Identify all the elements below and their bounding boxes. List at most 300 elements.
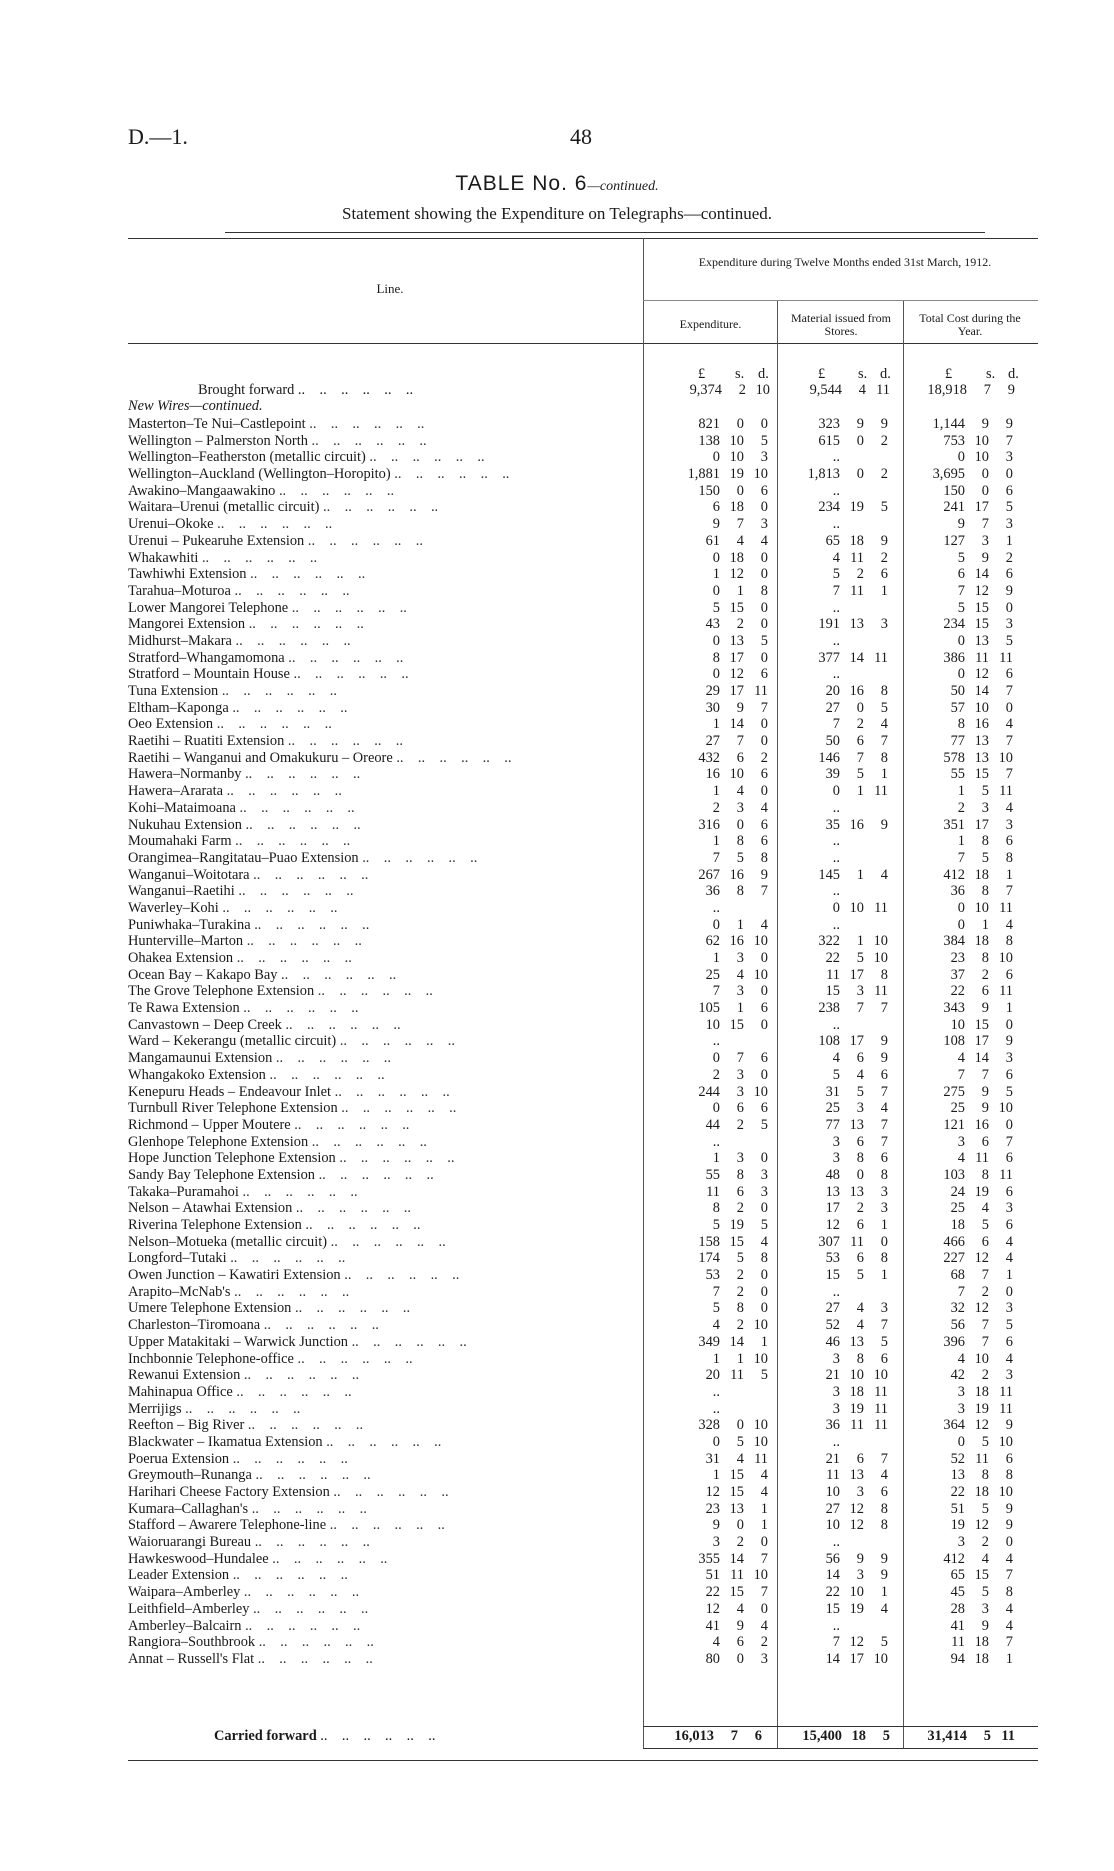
- material-cell: ..: [832, 1617, 840, 1634]
- total-cell: 241 17 5: [943, 499, 1013, 516]
- table-row: [128, 550, 1038, 567]
- total-cell: 364 12 9: [943, 1417, 1013, 1434]
- total-cell: 0 1 4: [957, 916, 1013, 933]
- expenditure-cell: 80 0 3: [705, 1650, 768, 1667]
- table-row: [128, 483, 1038, 500]
- expenditure-cell: 2 3 4: [712, 799, 768, 816]
- material-cell: 10 12 8: [825, 1517, 888, 1534]
- material-cell: 31 5 7: [825, 1083, 888, 1100]
- expenditure-cell: 0 6 6: [712, 1100, 768, 1117]
- material-cell: ..: [832, 799, 840, 816]
- material-cell: 11 17 8: [826, 966, 888, 983]
- material-cell: 21 10 10: [825, 1367, 888, 1384]
- line-name: Raetihi – Ruatiti Extension .. .. .. .. .. ..: [128, 733, 404, 750]
- line-name: Inchbonnie Telephone-office .. .. .. .. .. ..: [128, 1350, 413, 1367]
- table-row: [128, 1551, 1038, 1568]
- table-row: [128, 1017, 1038, 1034]
- total-cell: 1 8 6: [957, 833, 1013, 850]
- rule-bottom: [128, 1760, 1038, 1761]
- expenditure-cell: 267 16 9: [698, 866, 768, 883]
- line-name: Kenepuru Heads – Endeavour Inlet .. .. .. .. .. ..: [128, 1083, 450, 1100]
- document-reference: D.—1.: [128, 124, 188, 149]
- material-cell: 77 13 7: [825, 1116, 888, 1133]
- table-row: [128, 867, 1038, 884]
- expenditure-cell: ..: [712, 1383, 720, 1400]
- table-row: [128, 1167, 1038, 1184]
- material-cell: 3 8 6: [832, 1150, 888, 1167]
- expenditure-cell: 0 7 6: [712, 1050, 768, 1067]
- material-cell: 21 6 7: [825, 1450, 888, 1467]
- total-cell: 0 12 6: [957, 666, 1013, 683]
- line-name: Annat – Russell's Flat .. .. .. .. .. ..: [128, 1650, 373, 1667]
- material-cell: ..: [832, 666, 840, 683]
- expenditure-cell: 7 2 0: [712, 1283, 768, 1300]
- expenditure-cell: ..: [712, 1400, 720, 1417]
- total-cell: 68 7 1: [950, 1267, 1013, 1284]
- total-cell: 227 12 4: [943, 1250, 1013, 1267]
- material-cell: 7 11 1: [832, 582, 888, 599]
- line-name: Leader Extension .. .. .. .. .. ..: [128, 1567, 348, 1584]
- total-cell: 8 16 4: [957, 716, 1013, 733]
- expenditure-cell: 349 14 1: [698, 1333, 768, 1350]
- line-name: Midhurst–Makara .. .. .. .. .. ..: [128, 632, 351, 649]
- expenditure-cell: 36 8 7: [705, 883, 768, 900]
- material-cell: ..: [832, 449, 840, 466]
- currency-l-1: £: [698, 366, 706, 382]
- line-name: Blackwater – Ikamatua Extension .. .. .. .. .. ..: [128, 1433, 442, 1450]
- total-cell: 7 5 8: [957, 849, 1013, 866]
- line-name: Stratford–Whangamomona .. .. .. .. .. ..: [128, 649, 404, 666]
- material-cell: ..: [832, 916, 840, 933]
- material-cell: 145 1 4: [818, 866, 888, 883]
- material-cell: 25 3 4: [825, 1100, 888, 1117]
- total-cell: 42 2 3: [950, 1367, 1013, 1384]
- table-row: [128, 900, 1038, 917]
- expenditure-cell: 12 15 4: [705, 1484, 768, 1500]
- material-cell: 27 4 3: [825, 1300, 888, 1317]
- table-row: [128, 700, 1038, 717]
- table-row: [128, 650, 1038, 667]
- material-cell: ..: [832, 1016, 840, 1033]
- total-cell: 1,144 9 9: [932, 416, 1013, 432]
- currency-s-1: s.: [735, 366, 745, 382]
- carried-forward-label: Carried forward .. .. .. .. .. ..: [214, 1728, 436, 1744]
- expenditure-cell: 1 3 0: [712, 1150, 768, 1167]
- expenditure-cell: 5 15 0: [712, 599, 768, 616]
- material-cell: ..: [832, 883, 840, 900]
- material-cell: 39 5 1: [825, 766, 888, 783]
- line-name: Richmond – Upper Moutere .. .. .. .. .. ..: [128, 1116, 410, 1133]
- expenditure-cell: 62 16 10: [705, 933, 768, 950]
- total-cell: 56 7 5: [950, 1317, 1013, 1334]
- material-cell: 13 13 3: [825, 1183, 888, 1200]
- expenditure-cell: 61 4 4: [705, 532, 768, 549]
- line-name: Hawera–Ararata .. .. .. .. .. ..: [128, 783, 342, 800]
- line-name: Reefton – Big River .. .. .. .. .. ..: [128, 1417, 364, 1434]
- expenditure-cell: 23 13 1: [705, 1500, 768, 1517]
- total-cell: 3 19 11: [957, 1400, 1013, 1417]
- line-name: Wanganui–Woitotara .. .. .. .. .. ..: [128, 866, 369, 883]
- total-cell: 7 7 6: [957, 1066, 1013, 1083]
- expenditure-cell: 138 10 5: [698, 432, 768, 449]
- total-cell: 28 3 4: [950, 1600, 1013, 1617]
- material-cell: 4 6 9: [832, 1050, 888, 1067]
- total-cell: 22 18 10: [950, 1484, 1013, 1500]
- expenditure-cell: 43 2 0: [705, 616, 768, 633]
- total-cell: 45 5 8: [950, 1584, 1013, 1601]
- brought-forward-material: 9,544 4 11: [809, 382, 890, 398]
- expenditure-cell: 4 6 2: [712, 1634, 768, 1651]
- total-cell: 11 18 7: [951, 1634, 1013, 1651]
- expenditure-cell: 20 11 5: [705, 1367, 768, 1384]
- expenditure-cell: 821 0 0: [698, 416, 768, 432]
- line-name: Rangiora–Southbrook .. .. .. .. .. ..: [128, 1634, 374, 1651]
- line-name: Wellington–Auckland (Wellington–Horopito) .. .. .. .. .. ..: [128, 466, 510, 483]
- total-cell: 0 10 11: [957, 899, 1013, 916]
- total-cell: 7 2 0: [957, 1283, 1013, 1300]
- total-cell: 386 11 11: [943, 649, 1013, 666]
- total-cell: 32 12 3: [950, 1300, 1013, 1317]
- table-row: [128, 1284, 1038, 1301]
- material-cell: 65 18 9: [825, 532, 888, 549]
- material-cell: 48 0 8: [825, 1166, 888, 1183]
- total-cell: 9 7 3: [957, 516, 1013, 533]
- line-name: Waioruarangi Bureau .. .. .. .. .. ..: [128, 1534, 370, 1551]
- total-cell: 51 5 9: [950, 1500, 1013, 1517]
- expenditure-cell: 6 18 0: [712, 499, 768, 516]
- material-cell: 52 4 7: [825, 1317, 888, 1334]
- brought-forward-label: Brought forward .. .. .. .. .. ..: [198, 382, 414, 398]
- table-row: [128, 833, 1038, 850]
- material-cell: ..: [832, 516, 840, 533]
- total-cell: 25 4 3: [950, 1200, 1013, 1217]
- carried-forward-material: 15,400 18 5: [802, 1728, 890, 1744]
- line-name: Turnbull River Telephone Extension .. .. .. .. .. ..: [128, 1100, 457, 1117]
- table-title-main: TABLE No. 6: [455, 172, 588, 195]
- expenditure-cell: 0 12 6: [712, 666, 768, 683]
- line-name: Tarahua–Moturoa .. .. .. .. .. ..: [128, 582, 350, 599]
- table-row: [128, 516, 1038, 533]
- table-row: [128, 533, 1038, 550]
- material-cell: ..: [832, 849, 840, 866]
- total-cell: 19 12 9: [950, 1517, 1013, 1534]
- material-cell: 20 16 8: [825, 683, 888, 699]
- table-row: [128, 1517, 1038, 1534]
- table-row: [128, 499, 1038, 516]
- total-cell: 2 3 4: [957, 799, 1013, 816]
- col-header-material: Material issued from Stores.: [791, 311, 891, 338]
- expenditure-cell: 10 15 0: [705, 1016, 768, 1033]
- table-row: [128, 783, 1038, 800]
- total-cell: 0 10 3: [957, 449, 1013, 466]
- material-cell: 50 6 7: [825, 733, 888, 750]
- table-row: [128, 416, 1038, 433]
- line-name: Hawkeswood–Hundalee .. .. .. .. .. ..: [128, 1550, 388, 1567]
- table-row: [128, 1100, 1038, 1117]
- material-cell: 4 11 2: [832, 549, 888, 566]
- total-cell: 36 8 7: [950, 883, 1013, 900]
- total-cell: 150 0 6: [943, 482, 1013, 499]
- total-cell: 18 5 6: [950, 1217, 1013, 1233]
- material-cell: 234 19 5: [818, 499, 888, 516]
- expenditure-cell: 1 1 10: [712, 1350, 768, 1367]
- material-cell: 3 18 11: [832, 1383, 888, 1400]
- table-row: [128, 1384, 1038, 1401]
- line-name: The Grove Telephone Extension .. .. .. .. .. ..: [128, 983, 433, 1000]
- table-row: [128, 800, 1038, 817]
- line-name: Nukuhau Extension .. .. .. .. .. ..: [128, 816, 361, 833]
- expenditure-cell: 0 13 5: [712, 632, 768, 649]
- material-cell: 307 11 0: [818, 1233, 888, 1250]
- table-row: [128, 1484, 1038, 1501]
- line-name: Stratford – Mountain House .. .. .. .. .. ..: [128, 666, 409, 683]
- rule-header-bottom: [128, 343, 1038, 344]
- expenditure-cell: 0 10 3: [712, 449, 768, 466]
- table-row: [128, 950, 1038, 967]
- material-cell: ..: [832, 1433, 840, 1450]
- table-row: [128, 633, 1038, 650]
- total-cell: 25 9 10: [950, 1100, 1013, 1117]
- material-cell: 108 17 9: [818, 1033, 888, 1050]
- total-cell: 275 9 5: [943, 1083, 1013, 1100]
- table-row: [128, 1084, 1038, 1101]
- total-cell: 4 10 4: [957, 1350, 1013, 1367]
- line-name: Glenhope Telephone Extension .. .. .. .. .. ..: [128, 1133, 427, 1150]
- line-name: Rewanui Extension .. .. .. .. .. ..: [128, 1367, 360, 1384]
- currency-d-1: d.: [758, 366, 769, 382]
- table-row: [128, 1618, 1038, 1635]
- table-row: [128, 933, 1038, 950]
- material-cell: 7 12 5: [832, 1634, 888, 1651]
- line-name: Moumahaki Farm .. .. .. .. .. ..: [128, 833, 351, 850]
- total-cell: 5 9 2: [957, 549, 1013, 566]
- expenditure-cell: 1 4 0: [712, 783, 768, 800]
- line-name: Awakino–Mangaawakino .. .. .. .. .. ..: [128, 482, 395, 499]
- expenditure-cell: 16 10 6: [705, 766, 768, 783]
- material-cell: 14 3 9: [825, 1567, 888, 1584]
- table-row: [128, 1334, 1038, 1351]
- total-cell: 384 18 8: [943, 933, 1013, 950]
- material-cell: ..: [832, 1283, 840, 1300]
- table-row: [128, 1567, 1038, 1584]
- total-cell: 13 8 8: [950, 1467, 1013, 1484]
- total-cell: 412 18 1: [943, 866, 1013, 883]
- total-cell: 23 8 10: [950, 950, 1013, 966]
- total-cell: 466 6 4: [943, 1233, 1013, 1250]
- expenditure-cell: 41 9 4: [705, 1617, 768, 1634]
- line-name: Puniwhaka–Turakina .. .. .. .. .. ..: [128, 916, 370, 933]
- total-cell: 37 2 6: [950, 966, 1013, 983]
- table-subtitle: Statement showing the Expenditure on Telegraphs—continued.: [341, 204, 772, 223]
- table-row: [128, 449, 1038, 466]
- expenditure-cell: 51 11 10: [705, 1567, 768, 1584]
- table-row: [128, 1534, 1038, 1551]
- material-cell: 191 13 3: [818, 616, 888, 633]
- table-row: [128, 766, 1038, 783]
- table-row: [128, 1050, 1038, 1067]
- table-row: [128, 1067, 1038, 1084]
- total-cell: 3 6 7: [957, 1133, 1013, 1150]
- total-cell: 52 11 6: [950, 1450, 1013, 1467]
- line-name: Amberley–Balcairn .. .. .. .. .. ..: [128, 1617, 361, 1634]
- total-cell: 121 16 0: [943, 1116, 1013, 1133]
- col-header-group: Expenditure during Twelve Months ended 31st March, 1912.: [698, 255, 992, 269]
- expenditure-cell: 9 7 3: [712, 516, 768, 533]
- expenditure-cell: 7 3 0: [712, 983, 768, 1000]
- material-cell: 10 3 6: [825, 1484, 888, 1500]
- total-cell: 396 7 6: [943, 1333, 1013, 1350]
- material-cell: 238 7 7: [818, 1000, 888, 1017]
- material-cell: ..: [832, 632, 840, 649]
- table-row: [128, 1150, 1038, 1167]
- expenditure-cell: 8 2 0: [712, 1200, 768, 1217]
- total-cell: 57 10 0: [950, 699, 1013, 716]
- line-name: Whakawhiti .. .. .. .. .. ..: [128, 549, 318, 566]
- table-row: [128, 1033, 1038, 1050]
- material-cell: 22 10 1: [825, 1584, 888, 1601]
- material-cell: 27 0 5: [825, 699, 888, 716]
- brought-forward-expenditure: 9,374 2 10: [689, 382, 770, 398]
- material-cell: 615 0 2: [818, 432, 888, 449]
- table-row: [128, 1351, 1038, 1368]
- material-cell: 11 13 4: [826, 1467, 888, 1484]
- line-name: Greymouth–Runanga .. .. .. .. .. ..: [128, 1467, 371, 1484]
- rule-top: [128, 238, 1038, 239]
- expenditure-cell: 8 17 0: [712, 649, 768, 666]
- line-name: Nelson–Motueka (metallic circuit) .. .. .. .. .. ..: [128, 1233, 446, 1250]
- line-name: Mangorei Extension .. .. .. .. .. ..: [128, 616, 364, 633]
- table-row: [128, 1434, 1038, 1451]
- material-cell: 15 5 1: [825, 1267, 888, 1284]
- material-cell: 323 9 9: [818, 416, 888, 432]
- carried-forward-total: 31,414 5 11: [927, 1728, 1015, 1744]
- material-cell: 17 2 3: [825, 1200, 888, 1217]
- material-cell: 146 7 8: [818, 749, 888, 766]
- expenditure-cell: 7 5 8: [712, 849, 768, 866]
- currency-d-3: d.: [1008, 366, 1019, 382]
- line-name: Stafford – Awarere Telephone-line .. .. .. .. .. ..: [128, 1517, 445, 1534]
- expenditure-cell: 174 5 8: [698, 1250, 768, 1267]
- line-name: Owen Junction – Kawatiri Extension .. .. .. .. .. ..: [128, 1267, 460, 1284]
- material-cell: 36 11 11: [825, 1417, 888, 1434]
- line-name: Masterton–Te Nui–Castlepoint .. .. .. .. .. ..: [128, 416, 425, 432]
- line-name: Urenui–Okoke .. .. .. .. .. ..: [128, 516, 333, 533]
- currency-l-2: £: [818, 366, 826, 382]
- col-header-expenditure: Expenditure.: [679, 317, 742, 331]
- table-row: [128, 1300, 1038, 1317]
- total-cell: 0 5 10: [957, 1433, 1013, 1450]
- expenditure-cell: 1,881 19 10: [687, 466, 768, 483]
- expenditure-cell: 328 0 10: [698, 1417, 768, 1434]
- total-cell: 0 13 5: [957, 632, 1013, 649]
- line-name: Te Rawa Extension .. .. .. .. .. ..: [128, 1000, 359, 1017]
- line-name: Arapito–McNab's .. .. .. .. .. ..: [128, 1283, 350, 1300]
- table-row: [128, 817, 1038, 834]
- expenditure-cell: 158 15 4: [698, 1233, 768, 1250]
- line-name: Waverley–Kohi .. .. .. .. .. ..: [128, 899, 338, 916]
- total-cell: 7 12 9: [957, 582, 1013, 599]
- table-row: [128, 583, 1038, 600]
- material-cell: 35 16 9: [825, 816, 888, 833]
- expenditure-cell: 9 0 1: [712, 1517, 768, 1534]
- material-cell: 5 2 6: [832, 566, 888, 583]
- expenditure-cell: 0 1 8: [712, 582, 768, 599]
- line-name: Wanganui–Raetihi .. .. .. .. .. ..: [128, 883, 354, 900]
- table-row: [128, 466, 1038, 483]
- line-name: Sandy Bay Telephone Extension .. .. .. .. .. ..: [128, 1166, 434, 1183]
- table-row: [128, 1467, 1038, 1484]
- expenditure-cell: 316 0 6: [698, 816, 768, 833]
- table-row: [128, 750, 1038, 767]
- table-row: [128, 1601, 1038, 1618]
- line-name: Orangimea–Rangitatau–Puao Extension .. .. .. .. .. ..: [128, 849, 478, 866]
- line-name: Hope Junction Telephone Extension .. .. .. .. .. ..: [128, 1150, 455, 1167]
- table-row: [128, 1200, 1038, 1217]
- material-cell: 53 6 8: [825, 1250, 888, 1267]
- line-name: Kumara–Callaghan's .. .. .. .. .. ..: [128, 1500, 367, 1517]
- expenditure-cell: 5 19 5: [712, 1217, 768, 1233]
- line-name: Lower Mangorei Telephone .. .. .. .. .. ..: [128, 599, 407, 616]
- line-name: Longford–Tutaki .. .. .. .. .. ..: [128, 1250, 346, 1267]
- table-row: [128, 983, 1038, 1000]
- expenditure-cell: 150 0 6: [698, 482, 768, 499]
- expenditure-cell: 1 8 6: [712, 833, 768, 850]
- col-header-total: Total Cost during the Year.: [919, 311, 1021, 338]
- table-row: [128, 1234, 1038, 1251]
- material-cell: 1,813 0 2: [807, 466, 888, 483]
- table-row: [128, 600, 1038, 617]
- material-cell: 3 8 6: [832, 1350, 888, 1367]
- line-name: Leithfield–Amberley .. .. .. .. .. ..: [128, 1600, 369, 1617]
- line-name: Merrijigs .. .. .. .. .. ..: [128, 1400, 301, 1417]
- line-name: Wellington – Palmerston North .. .. .. .. .. ..: [128, 432, 427, 449]
- rule-total-top: [643, 1726, 1038, 1727]
- table-row: [128, 1634, 1038, 1651]
- total-cell: 77 13 7: [950, 733, 1013, 750]
- line-name: Umere Telephone Extension .. .. .. .. .. ..: [128, 1300, 411, 1317]
- material-cell: 46 13 5: [825, 1333, 888, 1350]
- total-cell: 3,695 0 0: [932, 466, 1013, 483]
- line-name: Waipara–Amberley .. .. .. .. .. ..: [128, 1584, 360, 1601]
- total-cell: 94 18 1: [950, 1650, 1013, 1667]
- total-cell: 234 15 3: [943, 616, 1013, 633]
- line-name: Mahinapua Office .. .. .. .. .. ..: [128, 1383, 352, 1400]
- table-row: [128, 1367, 1038, 1384]
- total-cell: 103 8 11: [943, 1166, 1013, 1183]
- expenditure-cell: 44 2 5: [705, 1116, 768, 1133]
- expenditure-cell: 355 14 7: [698, 1550, 768, 1567]
- material-cell: 14 17 10: [825, 1650, 888, 1667]
- table-row: [128, 1317, 1038, 1334]
- table-title-continued: —continued.: [587, 179, 659, 194]
- total-cell: 10 15 0: [950, 1016, 1013, 1033]
- col-header-line: Line.: [376, 281, 404, 296]
- expenditure-cell: 1 12 0: [712, 566, 768, 583]
- table-row: [128, 716, 1038, 733]
- line-name: Ohakea Extension .. .. .. .. .. ..: [128, 950, 352, 966]
- line-name: Takaka–Puramahoi .. .. .. .. .. ..: [128, 1183, 358, 1200]
- expenditure-cell: 3 2 0: [712, 1534, 768, 1551]
- currency-d-2: d.: [880, 366, 891, 382]
- material-cell: 322 1 10: [818, 933, 888, 950]
- expenditure-cell: 53 2 0: [705, 1267, 768, 1284]
- table-title: [0, 172, 1114, 196]
- currency-s-2: s.: [858, 366, 868, 382]
- total-cell: 50 14 7: [950, 683, 1013, 699]
- line-name: Riverina Telephone Extension .. .. .. .. .. ..: [128, 1217, 421, 1233]
- line-name: Canvastown – Deep Creek .. .. .. .. .. ..: [128, 1016, 401, 1033]
- expenditure-cell: ..: [712, 899, 720, 916]
